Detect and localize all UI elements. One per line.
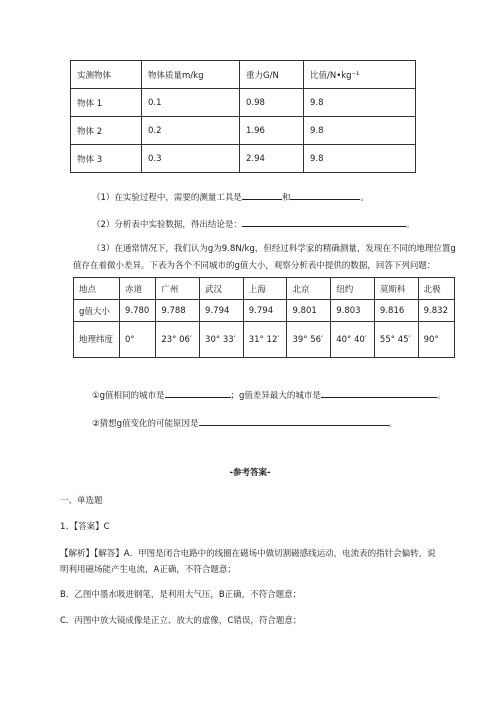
table-row [71, 145, 416, 173]
answer-blank[interactable] [165, 388, 231, 398]
table-cell: 莫斯科 [374, 278, 418, 300]
table-cell: 0.3 [142, 145, 240, 173]
table-cell: 赤道 [120, 278, 156, 300]
question-1-prefix: （1）在实验过程中，需要的测量工具是 [92, 193, 242, 203]
table-cell: 23° 06′ [156, 322, 200, 358]
answer-blank[interactable] [321, 388, 437, 398]
answer-blank[interactable] [290, 190, 360, 200]
explanation-line-2: 明利用磁场能产生电流，A正确，不符合题意； [60, 565, 236, 575]
table-cell: 广州 [156, 278, 200, 300]
table-cell: 40° 40′ [331, 322, 375, 358]
table-cell: 0° [120, 322, 156, 358]
header-cell: 实测物体 [71, 61, 142, 89]
question-3a-suffix: 。 [436, 391, 446, 401]
question-3b-suffix: 。 [388, 419, 398, 429]
table-cell: 0.2 [142, 117, 240, 145]
question-3b-prefix: ②猜想g值变化的可能原因是 [92, 419, 199, 429]
table-cell: 9.8 [304, 145, 416, 173]
question-3a [92, 388, 445, 401]
question-3a-prefix: ①g值相同的城市是 [92, 391, 165, 401]
table-cell: 90° [418, 322, 454, 358]
explanation-line-1: 【解析】【解答】A．甲图是闭合电路中的线圈在磁场中做切割磁感线运动，电流表的指针会偏转，说 [60, 549, 436, 559]
table-cell: 北极 [418, 278, 454, 300]
row-label: 地理纬度 [79, 334, 114, 345]
answer-1: 1、【答案】C [60, 522, 110, 532]
table-row [74, 300, 455, 322]
answer-blank[interactable] [242, 217, 406, 227]
header-cell: 比值/N•kg⁻¹ [304, 61, 416, 89]
table-cell: 39° 56′ [287, 322, 331, 358]
question-1 [92, 190, 369, 203]
table-cell: 9.780 [120, 300, 156, 322]
question-1-suffix: 。 [360, 193, 369, 203]
table-cell: 上海 [243, 278, 287, 300]
gravity-table [73, 277, 455, 358]
question-3-line-2: 值存在着微小差异。下表为各个不同城市的g值大小，观察分析表中提供的数据，回答下列问题： [73, 261, 436, 271]
table-cell [74, 322, 120, 358]
table-cell: 1.96 [240, 117, 304, 145]
table-cell: 2.94 [240, 145, 304, 173]
answer-title: -参考答案- [229, 468, 271, 478]
question-3-line-1: （3）在通常情况下，我们认为g为9.8N/kg，但经过科学家的精确测量，发现在不同的地理位置g [92, 244, 456, 254]
table-cell: 9.8 [304, 117, 416, 145]
answer-blank[interactable] [242, 190, 282, 200]
table-cell: 55° 45′ [374, 322, 418, 358]
table-row [74, 322, 455, 358]
table-cell: 9.794 [243, 300, 287, 322]
table-cell: 0.98 [240, 89, 304, 117]
table-header-row [71, 61, 416, 89]
question-2 [92, 217, 414, 230]
table-cell: 0.1 [142, 89, 240, 117]
question-2-prefix: （2）分析表中实验数据，得出结论是： [92, 220, 242, 230]
question-3b [92, 416, 397, 429]
section-heading: 一、单选题 [60, 496, 103, 506]
table-row [74, 278, 455, 300]
table-row [71, 117, 416, 145]
table-cell: 物体 2 [71, 117, 142, 145]
explanation-c: C．丙图中放大镜成像是正立、放大的虚像，C错误，符合题意； [60, 616, 302, 626]
table-cell: 物体 3 [71, 145, 142, 173]
answer-blank[interactable] [199, 416, 389, 426]
table-cell: 9.801 [287, 300, 331, 322]
table-cell: 武汉 [200, 278, 244, 300]
table-cell: 地点 [74, 278, 120, 300]
measurement-table [70, 60, 416, 173]
table-cell: 9.816 [374, 300, 418, 322]
table-cell: 30° 33′ [200, 322, 244, 358]
header-cell: 物体质量m/kg [142, 61, 240, 89]
table-row [71, 89, 416, 117]
explanation-b: B．乙图中墨水吸进钢笔，是利用大气压，B正确，不符合题意； [60, 590, 302, 600]
header-cell: 重力G/N [240, 61, 304, 89]
table-cell: g值大小 [74, 300, 120, 322]
table-cell: 31° 12′ [243, 322, 287, 358]
table-cell: 纽约 [331, 278, 375, 300]
table-cell: 9.803 [331, 300, 375, 322]
table-cell: 北京 [287, 278, 331, 300]
question-2-suffix: 。 [405, 220, 415, 230]
table-cell: 9.794 [200, 300, 244, 322]
table-cell: 物体 1 [71, 89, 142, 117]
question-1-mid: 和 [281, 193, 291, 203]
table-cell: 9.8 [304, 89, 416, 117]
table-cell: 9.832 [418, 300, 454, 322]
table-cell: 9.788 [156, 300, 200, 322]
question-3a-mid: ；g值差异最大的城市是 [230, 391, 321, 401]
